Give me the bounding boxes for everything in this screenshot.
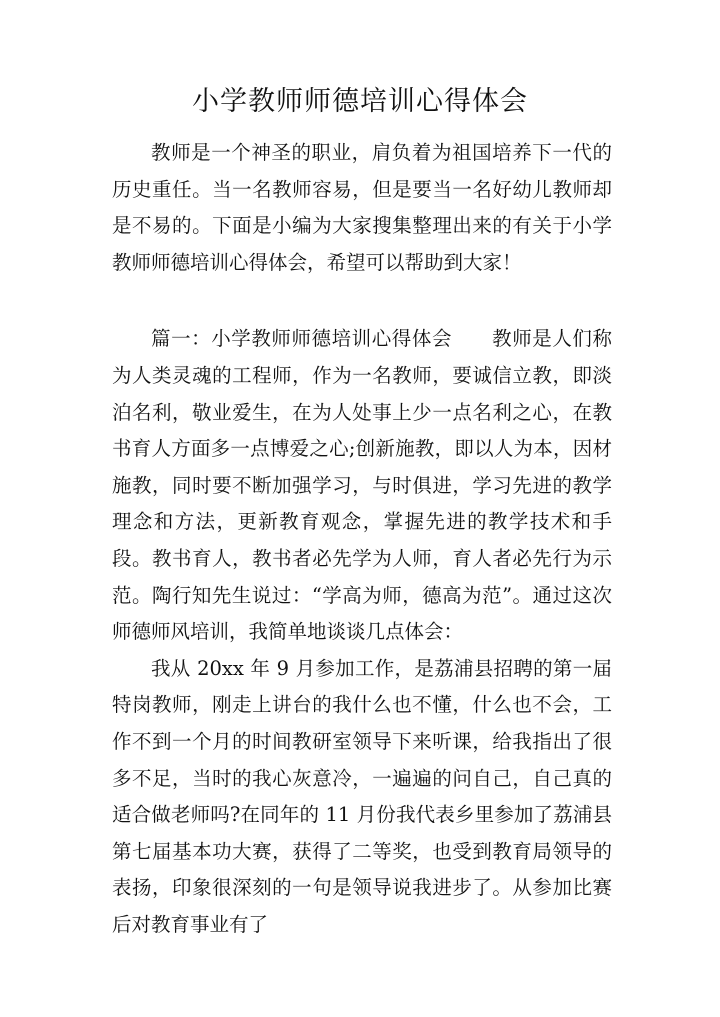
article-one-paragraph: 篇一：小学教师师德培训心得体会 教师是人们称为人类灵魂的工程师，作为一名教师，要诚信立教，即淡泊名利，敬业爱生，在为人处事上少一点名利之心，在教书育人方面多一点博爱之心;创新施教，即以人为本，因材施教，同时要不断加强学习，与时俱进，学习先进的教学理念和方法，更新教育观念，掌握先进的教学技术和手段。教书育人，教书者必先学为人师，育人者必先行为示范。陶行知先生说过：“学高为师，德高为范”。通过这次师德师风培训，我简单地谈谈几点体会：	[112, 327, 612, 644]
experience-paragraph: 我从 20xx 年 9 月参加工作，是荔浦县招聘的第一届特岗教师，刚走上讲台的我什么也不懂，什么也不会，工作不到一个月的时间教研室领导下来听课，给我指出了很多不足，当时的我心灰意冷，一遍遍的问自己，自己真的适合做老师吗?在同年的 11 月份我代表乡里参加了荔浦县第七届基本功大赛，获得了二等奖，也受到教育局领导的表扬，印象很深刻的一句是领导说我进步了。从参加比赛后对教育事业有了	[112, 656, 612, 936]
paragraph-spacer	[112, 281, 612, 321]
intro-paragraph: 教师是一个神圣的职业，肩负着为祖国培养下一代的历史重任。当一名教师容易，但是要当一名好幼儿教师却是不易的。下面是小编为大家搜集整理出来的有关于小学教师师德培训心得体会，希望可以帮助到大家！	[112, 141, 612, 274]
document-body	[112, 135, 612, 943]
document-title: 小学教师师德培训心得体会	[192, 86, 528, 117]
